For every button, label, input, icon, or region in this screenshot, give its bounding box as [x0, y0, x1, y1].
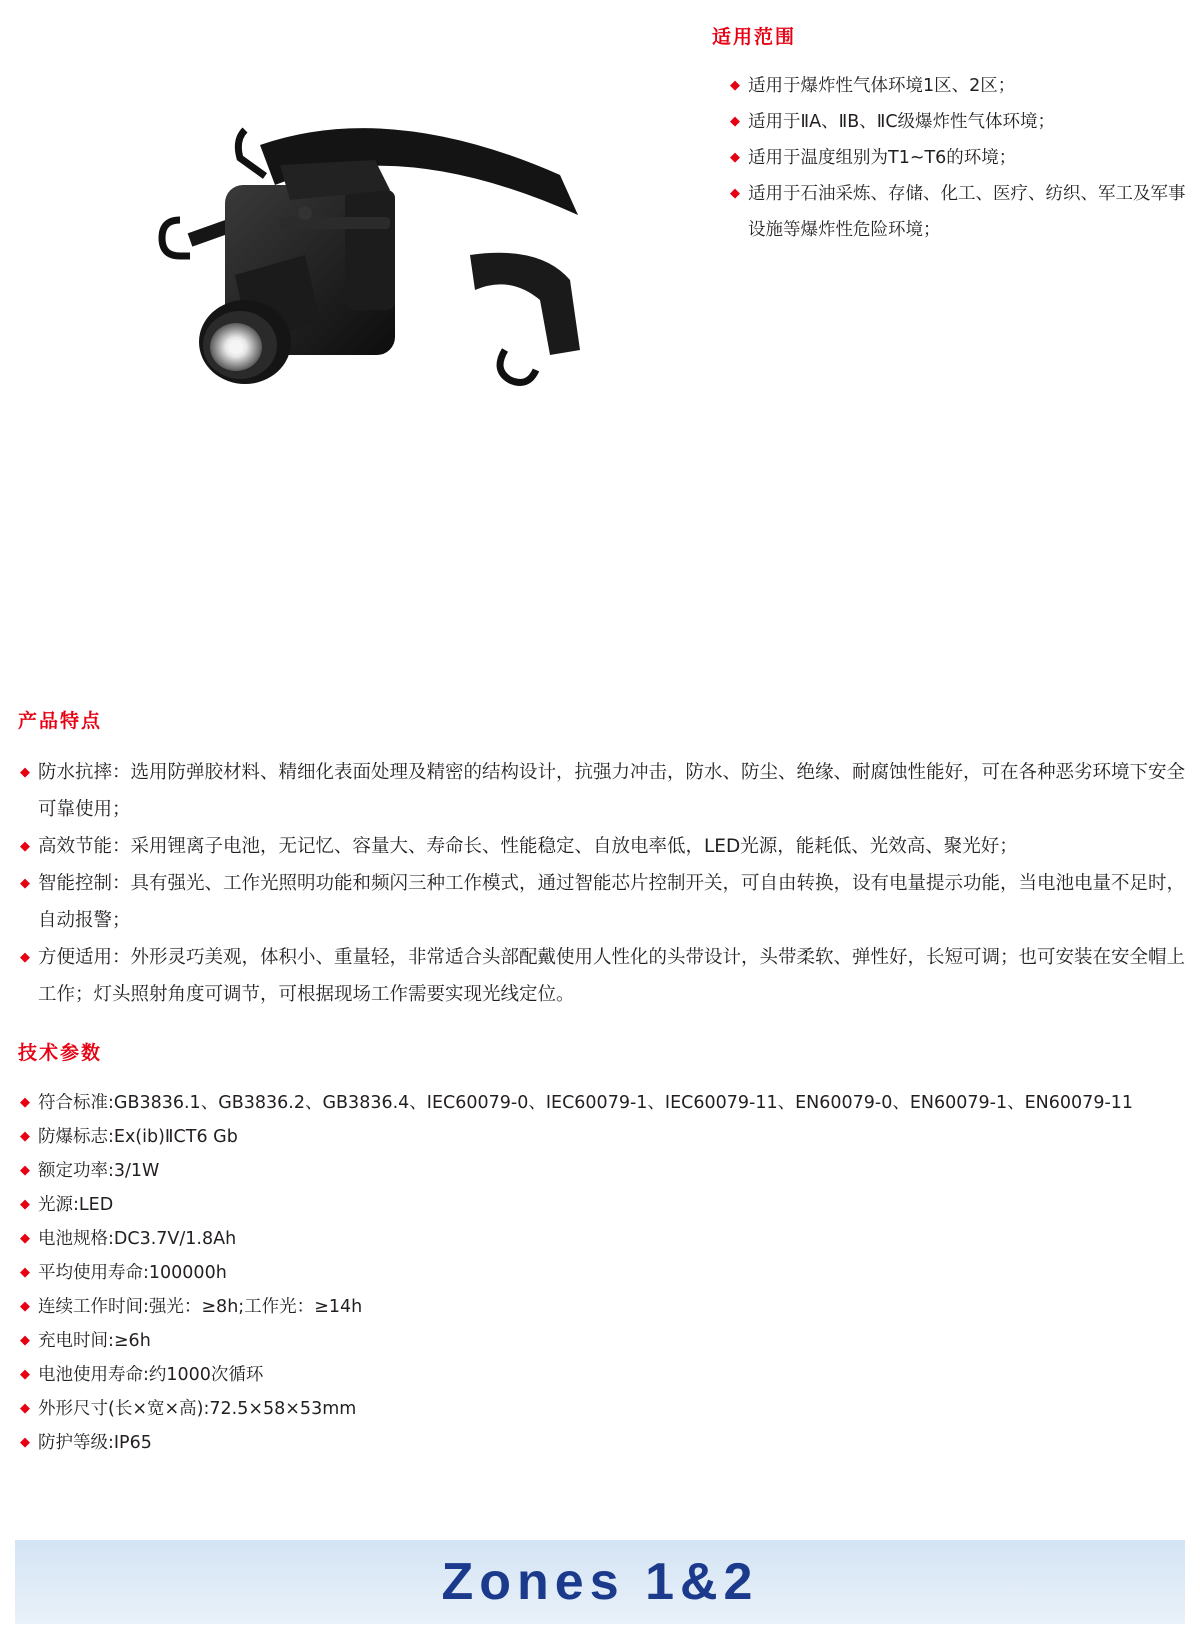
scope-item-text: 适用于石油采炼、存储、化工、医疗、纺织、军工及军事设施等爆炸性危险环境；: [748, 184, 1186, 240]
spec-item-text: 符合标准:GB3836.1、GB3836.2、GB3836.4、IEC60079-0、IEC60079-1、IEC60079-11、EN60079-0、EN60079-1、EN60079-11: [38, 1093, 1134, 1113]
bullet-diamond-icon: ◆: [20, 1095, 30, 1110]
specs-heading: 技术参数: [18, 1042, 103, 1064]
specs-list: [18, 1086, 1190, 1460]
spec-item: [18, 1324, 1190, 1358]
spec-item: [18, 1120, 1190, 1154]
spec-item-text: 电池规格:DC3.7V/1.8Ah: [38, 1229, 237, 1249]
bullet-diamond-icon: ◆: [20, 950, 30, 965]
scope-item-text: 适用于爆炸性气体环境1区、2区；: [748, 76, 1016, 96]
scope-item: [728, 104, 1188, 140]
scope-heading: 适用范围: [712, 26, 797, 48]
feature-item-text: 智能控制：具有强光、工作光照明功能和频闪三种工作模式，通过智能芯片控制开关，可自由转换，设有电量提示功能，当电池电量不足时，自动报警；: [38, 873, 1186, 931]
bullet-diamond-icon: ◆: [20, 1367, 30, 1382]
bullet-diamond-icon: ◆: [730, 114, 740, 129]
bullet-diamond-icon: ◆: [20, 876, 30, 891]
feature-item: [18, 828, 1190, 865]
feature-item: [18, 754, 1190, 828]
scope-item-text: 适用于ⅡA、ⅡB、ⅡC级爆炸性气体环境；: [748, 112, 1056, 132]
bullet-diamond-icon: ◆: [20, 1333, 30, 1348]
feature-item: [18, 939, 1190, 1013]
spec-item: [18, 1358, 1190, 1392]
bullet-diamond-icon: ◆: [20, 839, 30, 854]
features-list: [18, 754, 1190, 1013]
bullet-diamond-icon: ◆: [20, 765, 30, 780]
spec-item-text: 充电时间:≥6h: [38, 1331, 151, 1351]
spec-item-text: 光源:LED: [38, 1195, 114, 1215]
feature-item: [18, 865, 1190, 939]
bullet-diamond-icon: ◆: [20, 1129, 30, 1144]
spec-item-text: 连续工作时间:强光：≥8h;工作光：≥14h: [38, 1297, 363, 1317]
bullet-diamond-icon: ◆: [20, 1299, 30, 1314]
bullet-diamond-icon: ◆: [20, 1435, 30, 1450]
spec-item-text: 额定功率:3/1W: [38, 1161, 160, 1181]
spec-item: [18, 1222, 1190, 1256]
spec-item-text: 外形尺寸(长×宽×高):72.5×58×53mm: [38, 1399, 357, 1419]
feature-item-text: 高效节能：采用锂离子电池，无记忆、容量大、寿命长、性能稳定、自放电率低，LED光源，能耗低、光效高、聚光好；: [38, 836, 1018, 857]
scope-list: [728, 68, 1188, 248]
zones-banner-text: Zones 1&2: [441, 1553, 759, 1611]
spec-item: [18, 1392, 1190, 1426]
scope-item: [728, 140, 1188, 176]
bullet-diamond-icon: ◆: [730, 186, 740, 201]
spec-item: [18, 1290, 1190, 1324]
feature-item-text: 方便适用：外形灵巧美观，体积小、重量轻，非常适合头部配戴使用人性化的头带设计，头带柔软、弹性好，长短可调；也可安装在安全帽上工作；灯头照射角度可调节，可根据现场工作需要实现光线定位。: [38, 947, 1186, 1005]
scope-item-text: 适用于温度组别为T1~T6的环境；: [748, 148, 1017, 168]
scope-item: [728, 176, 1188, 248]
spec-item: [18, 1154, 1190, 1188]
bullet-diamond-icon: ◆: [20, 1163, 30, 1178]
bullet-diamond-icon: ◆: [20, 1401, 30, 1416]
headlamp-product-image: [140, 105, 620, 425]
spec-item: [18, 1426, 1190, 1460]
bullet-diamond-icon: ◆: [20, 1231, 30, 1246]
spec-item-text: 防护等级:IP65: [38, 1433, 152, 1453]
scope-item: [728, 68, 1188, 104]
bullet-diamond-icon: ◆: [730, 78, 740, 93]
zones-banner: [15, 1540, 1185, 1624]
spec-item: [18, 1188, 1190, 1222]
bullet-diamond-icon: ◆: [20, 1265, 30, 1280]
bullet-diamond-icon: ◆: [730, 150, 740, 165]
spec-item: [18, 1256, 1190, 1290]
features-heading: 产品特点: [18, 710, 103, 732]
spec-item-text: 电池使用寿命:约1000次循环: [38, 1365, 264, 1385]
bullet-diamond-icon: ◆: [20, 1197, 30, 1212]
feature-item-text: 防水抗摔：选用防弹胶材料、精细化表面处理及精密的结构设计，抗强力冲击，防水、防尘、绝缘、耐腐蚀性能好，可在各种恶劣环境下安全可靠使用；: [38, 762, 1186, 820]
spec-item-text: 防爆标志:Ex(ib)ⅡCT6 Gb: [38, 1127, 238, 1147]
spec-item: [18, 1086, 1190, 1120]
spec-item-text: 平均使用寿命:100000h: [38, 1263, 227, 1283]
